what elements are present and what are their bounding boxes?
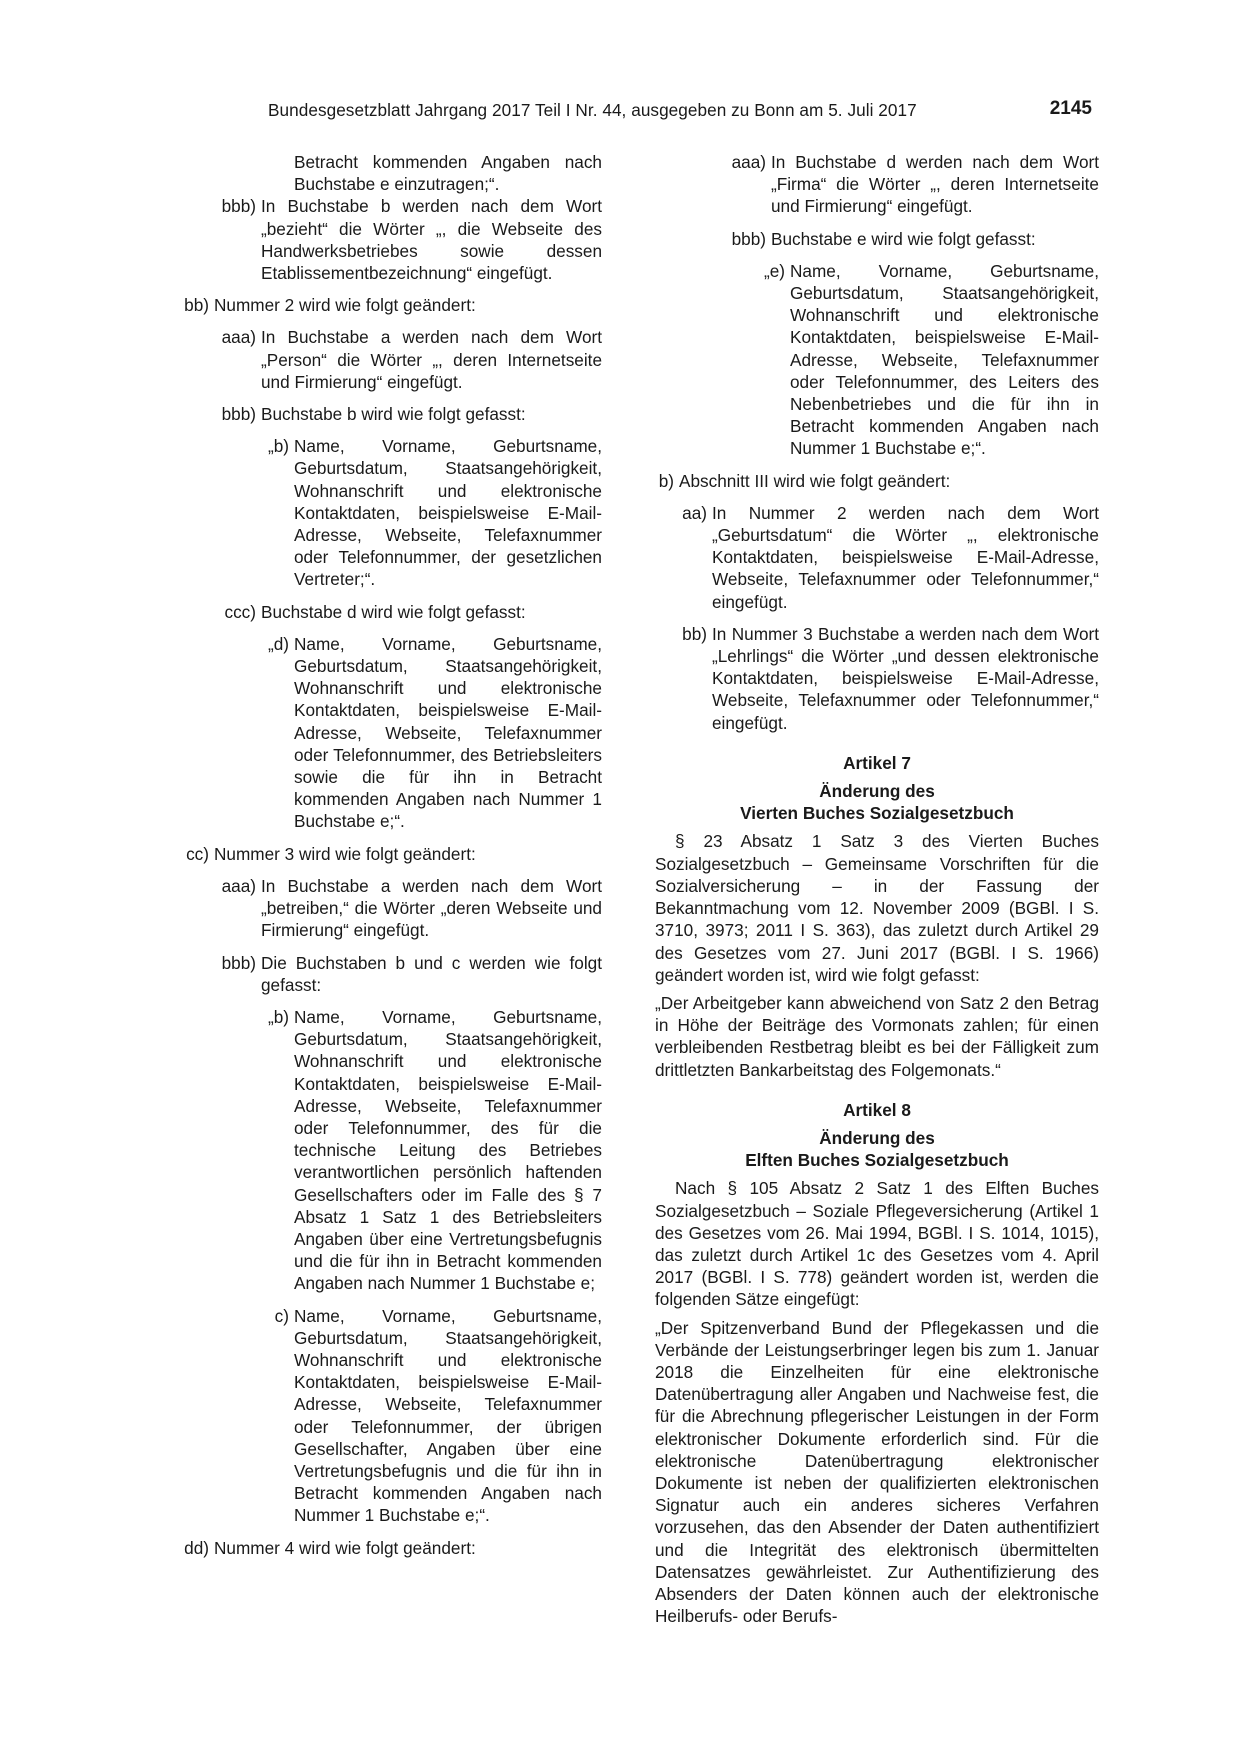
- item-text: Name, Vorname, Geburtsname, Geburtsdatum, Staatsangehörigkeit, Wohnanschrift und elektronische Kontaktdaten, beispielsweise E-Mail-Adresse, Webseite, Telefaxnummer oder Telefonnummer, des für die technische Leitung des Betriebes verantwortlichen persönlich haftenden Gesellschafters oder im Falle des § 7 Absatz 1 Satz 1 des Betriebsleiters Angaben über eine Vertretungsbefugnis und die für ihn in Betracht kommenden Angaben nach Nummer 1 Buchstabe e;: [294, 1006, 602, 1294]
- list-item: [180, 601, 602, 623]
- list-item: [180, 875, 602, 942]
- item-text: Nummer 2 wird wie folgt geändert:: [214, 295, 476, 316]
- article-quote: „Der Arbeitgeber kann abweichend von Satz 2 den Betrag in Höhe der Beiträge des Vormonats zahlen; für einen verbleibenden Restbetrag bleibt es bei der Fälligkeit zum drittletzten Bankarbeitstag des Folgemonats.“: [655, 992, 1099, 1080]
- item-label: aa): [682, 502, 707, 523]
- item-text: In Buchstabe a werden nach dem Wort „Person“ die Wörter „, deren Internetseite und Firmierung“ eingefügt.: [261, 327, 602, 392]
- list-item: [180, 195, 602, 284]
- item-label: bb): [184, 295, 209, 316]
- list-item: [180, 843, 602, 865]
- list-item: [180, 633, 602, 833]
- list-item: [180, 952, 602, 996]
- article-paragraph: Nach § 105 Absatz 2 Satz 1 des Elften Buches Sozialgesetzbuch – Soziale Pflegeversicherung (Artikel 1 des Gesetzes vom 26. Mai 1994, BGBl. I S. 1014, 1015), das zuletzt durch Artikel 1c des Gesetzes vom 4. April 2017 (BGBl. I S. 778) geändert worden ist, werden die folgenden Sätze eingefügt:: [655, 1178, 1099, 1310]
- item-label: bb): [682, 623, 707, 644]
- article-heading: Artikel 8: [843, 1099, 911, 1120]
- article-heading: Artikel 7: [843, 752, 911, 773]
- right-column: [655, 151, 1099, 1633]
- item-text: Buchstabe b wird wie folgt gefasst:: [261, 404, 526, 425]
- article-subtitle: Elften Buches Sozialgesetzbuch: [745, 1150, 1009, 1171]
- item-text: In Buchstabe d werden nach dem Wort „Firma“ die Wörter „, deren Internetseite und Firmierung“ eingefügt.: [771, 152, 1099, 217]
- item-label: ccc): [224, 601, 256, 622]
- list-item: [655, 623, 1099, 734]
- item-label: aaa): [731, 152, 766, 172]
- page-number: 2145: [1049, 98, 1092, 119]
- item-text: Abschnitt III wird wie folgt geändert:: [679, 470, 951, 491]
- list-item: [180, 1305, 602, 1527]
- item-text: Name, Vorname, Geburtsname, Geburtsdatum, Staatsangehörigkeit, Wohnanschrift und elektronische Kontaktdaten, beispielsweise E-Mail-Adresse, Webseite, Telefaxnummer oder Telefonnummer, des Betriebsleiters sowie die für ihn in Betracht kommenden Angaben nach Nummer 1 Buchstabe e;“.: [294, 633, 602, 832]
- item-label: b): [658, 470, 674, 491]
- list-item: [180, 294, 602, 316]
- item-text: In Nummer 2 werden nach dem Wort „Geburtsdatum“ die Wörter „, elektronische Kontaktdaten, beispielsweise E-Mail-Adresse, Webseite, Telefaxnummer oder Telefonnummer,“ eingefügt.: [712, 502, 1099, 612]
- continued-text: Betracht kommenden Angaben nach Buchstabe e einzutragen;“.: [294, 152, 602, 195]
- item-text: Nummer 3 wird wie folgt geändert:: [214, 843, 476, 864]
- article-quote: „Der Spitzenverband Bund der Pflegekassen und die Verbände der Leistungserbringer legen bis zum 1. Januar 2018 die Einzelheiten für eine elektronische Datenübertragung aller Angaben und Nachweise fest, die für die Abrechnung pflegerischer Leistungen in der Form elektronischer Dokumente erforderlich sind. Für die elektronische Datenübertragung elektronischer Dokumente ist neben der qualifizierten elektronischen Signatur auch ein anderes sicheres Verfahren vorzusehen, das den Absender der Daten authentifiziert und die Integrität des elektronisch übermittelten Datensatzes gewährleistet. Zur Authentifizierung des Absenders der Daten können auch der elektronische Heilberufs- oder Berufs-: [655, 1317, 1099, 1627]
- list-item: [180, 1537, 602, 1559]
- list-item: [655, 470, 1099, 492]
- item-text: In Nummer 3 Buchstabe a werden nach dem Wort „Lehrlings“ die Wörter „und dessen elektronische Kontaktdaten, beispielsweise E-Mail-Adresse, Webseite, Telefaxnummer oder Telefonnummer,“ eingefügt.: [712, 623, 1099, 733]
- item-label: „b): [267, 436, 289, 457]
- list-item: [180, 1006, 602, 1295]
- item-label: aaa): [221, 327, 256, 348]
- item-text: Nummer 4 wird wie folgt geändert:: [214, 1537, 476, 1558]
- item-text: In Buchstabe a werden nach dem Wort „betreiben,“ die Wörter „deren Webseite und Firmierung“ eingefügt.: [261, 875, 602, 941]
- article-paragraph: § 23 Absatz 1 Satz 3 des Vierten Buches Sozialgesetzbuch – Gemeinsame Vorschriften für die Sozialversicherung – in der Fassung der Bekanntmachung vom 12. November 2009 (BGBl. I S. 3710, 3973; 2011 I S. 363), das zuletzt durch Artikel 29 des Gesetzes vom 27. Juni 2017 (BGBl. I S. 1966) geändert worden ist, wird wie folgt gefasst:: [655, 831, 1099, 985]
- item-label: dd): [184, 1537, 209, 1558]
- item-text: Name, Vorname, Geburtsname, Geburtsdatum, Staatsangehörigkeit, Wohnanschrift und elektronische Kontaktdaten, beispielsweise E-Mail-Adresse, Webseite, Telefaxnummer oder Telefonnummer, des Leiters des Nebenbetriebes und die für ihn in Betracht kommenden Angaben nach Nummer 1 Buchstabe e;“.: [790, 260, 1099, 459]
- item-text: Name, Vorname, Geburtsname, Geburtsdatum, Staatsangehörigkeit, Wohnanschrift und elektronische Kontaktdaten, beispielsweise E-Mail-Adresse, Webseite, Telefaxnummer oder Telefonnummer, der übrigen Gesellschafter, Angaben über eine Vertretungsbefugnis und die für ihn in Betracht kommenden Angaben nach Nummer 1 Buchstabe e;“.: [294, 1305, 602, 1526]
- list-item: [180, 326, 602, 393]
- list-item: [655, 228, 1099, 250]
- item-label: bbb): [221, 404, 256, 425]
- item-label: „b): [267, 1006, 289, 1027]
- article-subtitle: Änderung des: [819, 781, 935, 802]
- item-text: In Buchstabe b werden nach dem Wort „bezieht“ die Wörter „, die Webseite des Handwerksbetriebes sowie dessen Etablissementbezeichnung“ eingefügt.: [261, 196, 602, 284]
- item-label: c): [274, 1305, 289, 1326]
- item-label: cc): [186, 843, 209, 864]
- left-column: [180, 151, 602, 1569]
- list-item: [655, 502, 1099, 613]
- item-text: Buchstabe d wird wie folgt gefasst:: [261, 601, 526, 622]
- list-item: [655, 260, 1099, 460]
- item-label: „d): [267, 633, 289, 654]
- item-label: „e): [763, 260, 785, 281]
- item-label: bbb): [221, 196, 256, 217]
- list-item: [180, 435, 602, 590]
- page-header: [268, 98, 1092, 126]
- item-label: bbb): [221, 952, 256, 973]
- item-text: Buchstabe e wird wie folgt gefasst:: [771, 228, 1036, 249]
- item-label: bbb): [731, 228, 766, 249]
- article-subtitle: Vierten Buches Sozialgesetzbuch: [740, 803, 1014, 824]
- list-item: [655, 151, 1099, 218]
- item-text: Die Buchstaben b und c werden wie folgt gefasst:: [261, 952, 602, 995]
- running-head: Bundesgesetzblatt Jahrgang 2017 Teil I Nr. 44, ausgegeben zu Bonn am 5. Juli 2017: [268, 100, 917, 120]
- item-label: aaa): [221, 875, 256, 896]
- item-text: Name, Vorname, Geburtsname, Geburtsdatum, Staatsangehörigkeit, Wohnanschrift und elektronische Kontaktdaten, beispielsweise E-Mail-Adresse, Webseite, Telefaxnummer oder Telefonnummer, der gesetzlichen Vertreter;“.: [294, 436, 602, 590]
- article-subtitle: Änderung des: [819, 1127, 935, 1148]
- list-item: [180, 403, 602, 425]
